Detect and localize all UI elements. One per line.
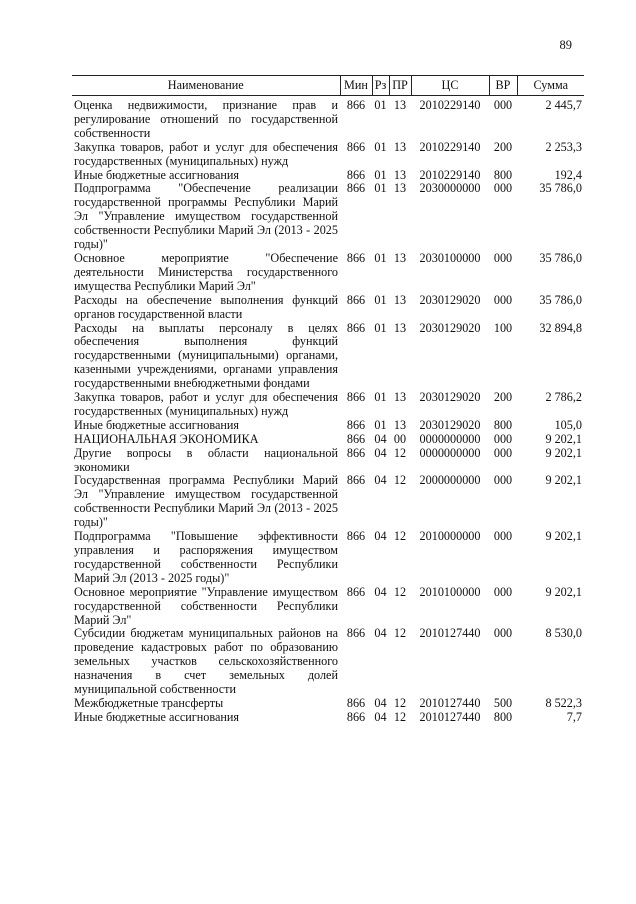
cell-target-article: 2010127440 [419,709,481,724]
cell-expense-type: 000 [493,584,513,599]
cell-subsection: 13 [393,250,407,265]
cell-ministry: 866 [346,292,366,307]
cell-section: 04 [374,626,387,641]
cell-target-article: 2030129020 [419,292,481,307]
cell-ministry: 866 [346,320,366,335]
cell-target-article: 2010127440 [419,626,481,641]
cell-expense-type: 100 [493,320,513,335]
cell-ministry: 866 [346,584,366,599]
cell-section: 01 [374,320,387,335]
table-row [72,182,584,252]
cell-name: Расходы на обеспечение выполнения функций органов государственной власти [74,292,338,321]
cell-section: 04 [374,529,387,544]
table-row [72,474,584,530]
cell-ministry: 866 [346,626,366,641]
cell-amount: 35 786,0 [539,292,582,307]
table-row [72,294,584,322]
cell-name: Оценка недвижимости, признание прав и регулирование отношений по государственной собственности [74,98,338,140]
cell-target-article: 2030129020 [419,320,481,335]
cell-expense-type: 000 [493,181,513,196]
cell-expense-type: 000 [493,473,513,488]
table-row [72,252,584,294]
cell-expense-type: 000 [493,445,513,460]
cell-expense-type: 800 [493,167,513,182]
header-expense-type: ВР [489,76,517,96]
cell-name: Межбюджетные трансферты [74,695,224,710]
table-row [72,627,584,697]
cell-section: 04 [374,695,387,710]
cell-subsection: 12 [393,709,407,724]
cell-name: Подпрограмма "Повышение эффективности управления и распоряжения имуществом государственной собственности Республики Марий Эл (2013 - 2025 годы)" [74,529,338,585]
cell-subsection: 12 [393,584,407,599]
cell-target-article: 2030100000 [419,250,481,265]
cell-name: Другие вопросы в области национальной экономики [74,445,338,474]
header-subsection: ПР [389,76,411,96]
cell-section: 04 [374,445,387,460]
cell-name: Закупка товаров, работ и услуг для обеспечения государственных (муниципальных) нужд [74,139,338,168]
cell-name: Государственная программа Республики Марий Эл "Управление имуществом государственной собственности Республики Марий Эл (2013 - 2025 годы)" [74,473,338,530]
cell-amount: 8 522,3 [545,695,582,710]
cell-section: 01 [374,390,387,405]
table-row [72,711,584,725]
cell-subsection: 12 [393,445,407,460]
cell-name: Закупка товаров, работ и услуг для обеспечения государственных (муниципальных) нужд [74,390,338,418]
cell-amount: 9 202,1 [545,473,582,488]
cell-target-article: 2030000000 [419,181,481,196]
cell-amount: 192,4 [554,167,582,182]
cell-target-article: 2010100000 [419,584,481,599]
cell-subsection: 12 [393,529,407,544]
cell-amount: 2 445,7 [545,98,582,112]
cell-ministry: 866 [346,709,366,724]
cell-target-article: 2010229140 [419,98,481,112]
cell-expense-type: 000 [493,292,513,307]
cell-ministry: 866 [346,695,366,710]
page-number: 89 [559,38,572,52]
cell-section: 01 [374,292,387,307]
table-header-row [72,76,584,96]
cell-subsection: 13 [393,167,407,182]
table-row [72,391,584,419]
cell-amount: 9 202,1 [545,431,582,446]
cell-ministry: 866 [346,167,366,182]
table-row [72,447,584,475]
cell-section: 01 [374,417,387,432]
cell-target-article: 2010127440 [419,695,481,710]
cell-ministry: 866 [346,181,366,196]
cell-amount: 35 786,0 [539,181,582,196]
cell-subsection: 13 [393,139,407,154]
cell-subsection: 13 [393,292,407,307]
table-row [72,419,584,433]
cell-section: 01 [374,167,387,182]
table-row [72,322,584,392]
header-ministry: Мин [340,76,372,96]
cell-target-article: 2030129020 [419,390,481,405]
cell-subsection: 13 [393,320,407,335]
cell-subsection: 12 [393,473,407,488]
cell-ministry: 866 [346,139,366,154]
cell-ministry: 866 [346,98,366,112]
table-row [72,530,584,586]
cell-section: 04 [374,584,387,599]
cell-name: Иные бюджетные ассигнования [74,167,240,182]
cell-subsection: 12 [393,626,407,641]
cell-name: НАЦИОНАЛЬНАЯ ЭКОНОМИКА [74,431,259,446]
cell-name: Иные бюджетные ассигнования [74,417,240,432]
header-amount: Сумма [517,76,584,96]
header-section: Рз [372,76,389,96]
header-target-article: ЦС [411,76,489,96]
cell-amount: 35 786,0 [539,250,582,265]
cell-ministry: 866 [346,250,366,265]
cell-amount: 8 530,0 [545,626,582,641]
table-row [72,169,584,183]
cell-section: 04 [374,431,387,446]
cell-name: Расходы на выплаты персоналу в целях обеспечения выполнения функций государственными (муниципальными) органами, казенными учреждениями, органами управления государственными внебюджетными фондами [74,320,338,391]
cell-section: 01 [374,181,387,196]
budget-table [72,75,584,725]
cell-amount: 9 202,1 [545,529,582,544]
cell-target-article: 0000000000 [419,445,481,460]
cell-section: 01 [374,250,387,265]
cell-expense-type: 200 [493,139,513,154]
cell-subsection: 00 [393,431,407,446]
cell-expense-type: 000 [493,626,513,641]
cell-expense-type: 000 [493,250,513,265]
table-row [72,697,584,711]
cell-section: 01 [374,139,387,154]
cell-section: 04 [374,709,387,724]
table-row [72,96,584,141]
cell-expense-type: 000 [493,529,513,544]
cell-ministry: 866 [346,417,366,432]
cell-subsection: 13 [393,98,407,112]
cell-subsection: 13 [393,390,407,405]
cell-amount: 2 786,2 [545,390,582,405]
cell-subsection: 13 [393,417,407,432]
cell-ministry: 866 [346,390,366,405]
cell-expense-type: 500 [493,695,513,710]
cell-subsection: 13 [393,181,407,196]
cell-ministry: 866 [346,473,366,488]
cell-section: 04 [374,473,387,488]
cell-target-article: 2010229140 [419,139,481,154]
table-row [72,141,584,169]
cell-target-article: 2000000000 [419,473,481,488]
cell-expense-type: 000 [493,98,513,112]
cell-ministry: 866 [346,431,366,446]
header-name: Наименование [72,76,340,96]
cell-expense-type: 000 [493,431,513,446]
cell-expense-type: 800 [493,709,513,724]
cell-amount: 105,0 [554,417,582,432]
cell-target-article: 0000000000 [419,431,481,446]
cell-amount: 32 894,8 [539,320,582,335]
cell-expense-type: 800 [493,417,513,432]
cell-target-article: 2030129020 [419,417,481,432]
cell-amount: 2 253,3 [545,139,582,154]
table-row [72,586,584,628]
cell-ministry: 866 [346,445,366,460]
cell-amount: 7,7 [566,709,582,724]
table-row [72,433,584,447]
cell-subsection: 12 [393,695,407,710]
cell-amount: 9 202,1 [545,445,582,460]
cell-section: 01 [374,98,387,112]
cell-name: Субсидии бюджетам муниципальных районов на проведение кадастровых работ по образованию земельных участков сельскохозяйственного назначения в счет земельных долей муниципальной собственности [74,626,338,697]
cell-expense-type: 200 [493,390,513,405]
cell-name: Основное мероприятие "Обеспечение деятельности Министерства государственного имущества Республики Марий Эл" [74,250,338,293]
cell-name: Основное мероприятие "Управление имуществом государственной собственности Республики Марий Эл" [74,584,338,627]
cell-target-article: 2010000000 [419,529,481,544]
cell-target-article: 2010229140 [419,167,481,182]
cell-amount: 9 202,1 [545,584,582,599]
cell-name: Иные бюджетные ассигнования [74,709,240,724]
cell-name: Подпрограмма "Обеспечение реализации государственной программы Республики Марий Эл "Управление имуществом государственной собственности Республики Марий Эл (2013 - 2025 годы)" [74,181,338,252]
cell-ministry: 866 [346,529,366,544]
